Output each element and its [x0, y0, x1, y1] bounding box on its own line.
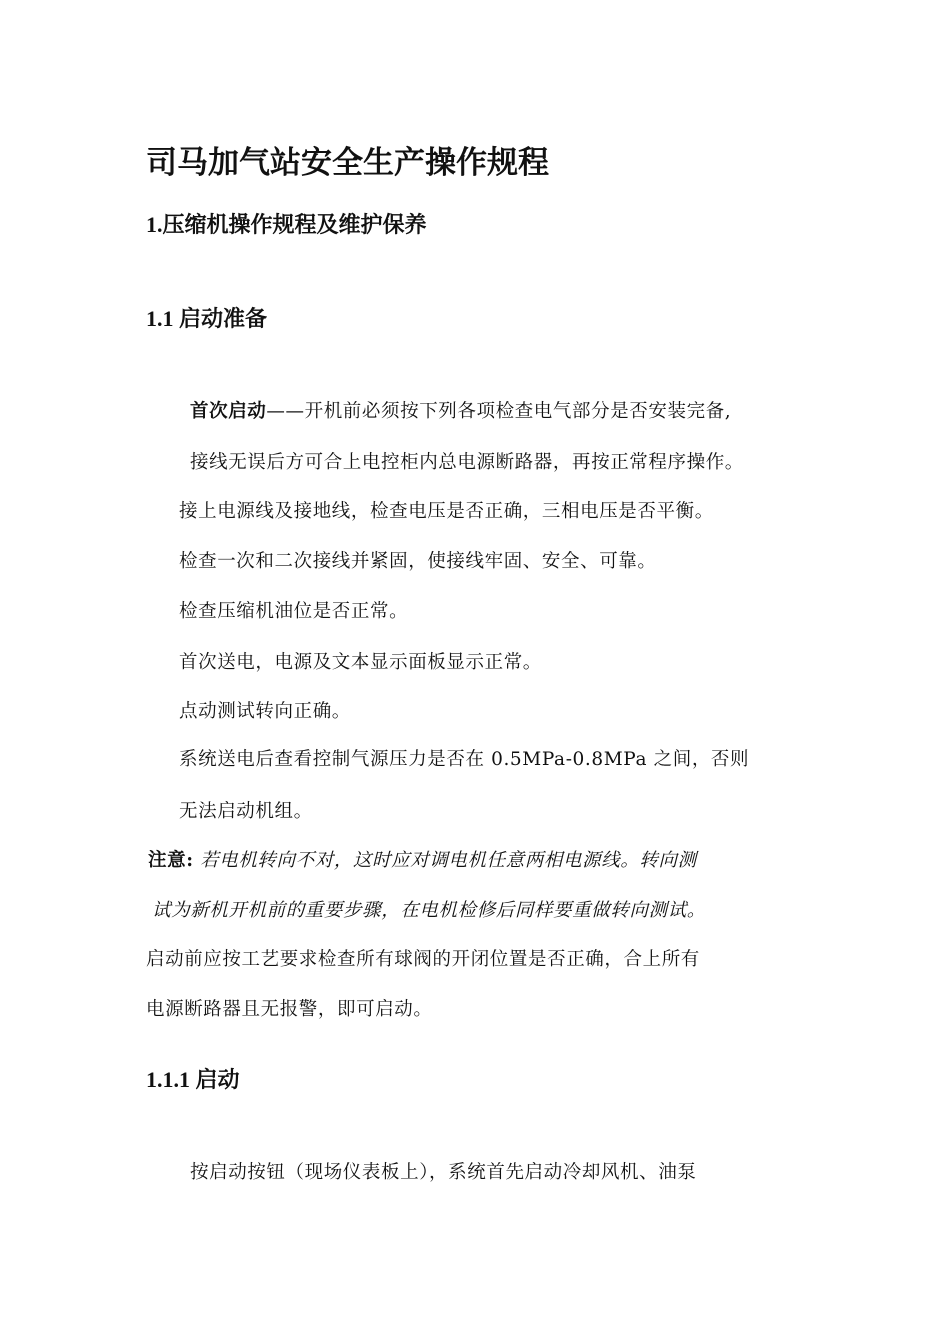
first-start-text: ——开机前必须按下列各项检查电气部分是否安装完备, [266, 401, 732, 422]
check-item: 首次送电，电源及文本显示面板显示正常。 [179, 652, 542, 673]
pre-start-paragraph: 启动前应按工艺要求检查所有球阀的开闭位置是否正确，合上所有 [146, 949, 700, 970]
check-item: 系统送电后查看控制气源压力是否在 0.5MPa-0.8MPa 之间，否则 [179, 749, 750, 770]
section-heading-1: 1.压缩机操作规程及维护保养 [146, 212, 427, 237]
note-label: 注意: [148, 850, 194, 871]
check-item: 检查一次和二次接线并紧固，使接线牢固、安全、可靠。 [179, 551, 657, 572]
check-item: 接上电源线及接地线，检查电压是否正确，三相电压是否平衡。 [179, 501, 714, 522]
note-text-continued: 试为新机开机前的重要步骤，在电机检修后同样要重做转向测试。 [152, 900, 706, 921]
document-title: 司马加气站安全生产操作规程 [146, 145, 549, 181]
check-item: 检查压缩机油位是否正常。 [179, 601, 409, 622]
start-paragraph: 按启动按钮（现场仪表板上），系统首先启动冷却风机、油泵 [190, 1162, 697, 1183]
pre-start-paragraph-continued: 电源断路器且无报警，即可启动。 [146, 999, 433, 1020]
check-item: 无法启动机组。 [179, 801, 313, 822]
note-text: 若电机转向不对，这时应对调电机任意两相电源线。转向测 [200, 850, 697, 871]
note-paragraph [148, 846, 697, 872]
first-start-paragraph [190, 397, 731, 423]
first-start-label: 首次启动 [190, 401, 267, 422]
first-start-continued: 接线无误后方可合上电控柜内总电源断路器，再按正常程序操作。 [190, 452, 744, 473]
check-item: 点动测试转向正确。 [179, 701, 351, 722]
section-heading-1-1-1: 1.1.1 启动 [146, 1067, 240, 1092]
section-heading-1-1: 1.1 启动准备 [146, 306, 268, 331]
